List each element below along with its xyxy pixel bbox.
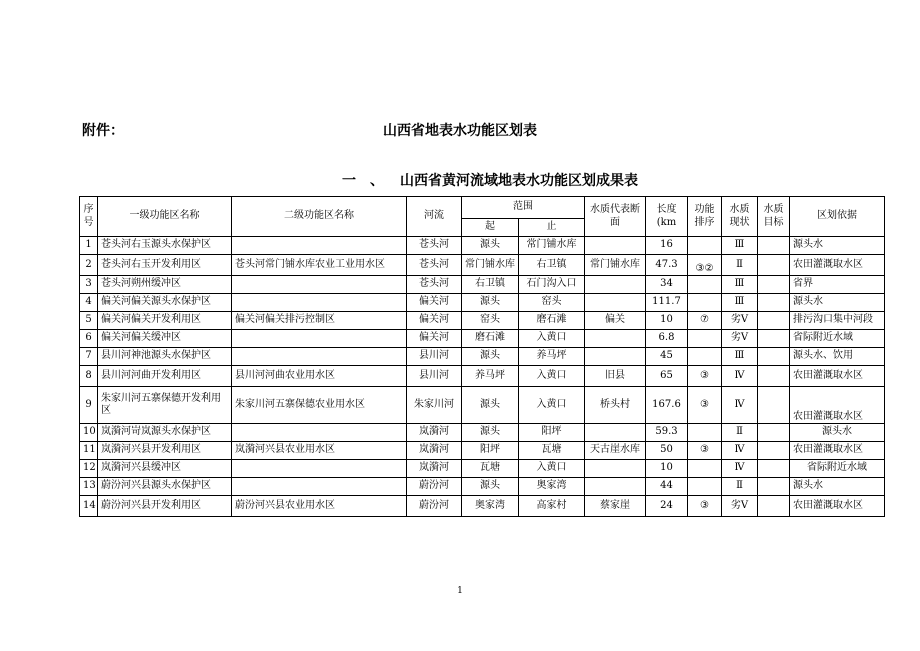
cell-order xyxy=(688,237,722,255)
cell-length: 50 xyxy=(646,442,688,460)
cell-end: 入黄口 xyxy=(519,330,585,348)
cell-level1-zone: 岚漪河兴县开发利用区 xyxy=(98,442,232,460)
cell-order xyxy=(688,276,722,294)
cell-target xyxy=(758,460,790,478)
cell-seq: 6 xyxy=(80,330,98,348)
cell-end: 高家村 xyxy=(519,496,585,517)
cell-start: 奥家湾 xyxy=(462,496,519,517)
cell-level1-zone: 岚漪河兴县缓冲区 xyxy=(98,460,232,478)
cell-order xyxy=(688,330,722,348)
cell-order xyxy=(688,294,722,312)
cell-target xyxy=(758,312,790,330)
cell-end: 入黄口 xyxy=(519,460,585,478)
cell-basis: 省际附近水域 xyxy=(790,460,885,478)
cell-order: ③ xyxy=(688,387,722,424)
cell-target xyxy=(758,442,790,460)
cell-river: 岚漪河 xyxy=(407,460,462,478)
cell-basis: 省际附近水域 xyxy=(790,330,885,348)
table-row xyxy=(80,312,885,330)
cell-level1-zone: 偏关河偏关缓冲区 xyxy=(98,330,232,348)
cell-level2-zone xyxy=(232,424,407,442)
header-basis: 区划依据 xyxy=(790,197,885,237)
cell-level1-zone: 岚漪河岢岚源头水保护区 xyxy=(98,424,232,442)
section-title xyxy=(250,170,730,190)
cell-level1-zone: 苍头河右玉开发利用区 xyxy=(98,255,232,276)
cell-section xyxy=(585,237,646,255)
cell-start: 养马坪 xyxy=(462,366,519,387)
cell-order xyxy=(688,478,722,496)
cell-start: 瓦塘 xyxy=(462,460,519,478)
table-row xyxy=(80,276,885,294)
cell-seq: 1 xyxy=(80,237,98,255)
cell-river: 偏关河 xyxy=(407,294,462,312)
cell-target xyxy=(758,294,790,312)
cell-section xyxy=(585,478,646,496)
cell-length: 65 xyxy=(646,366,688,387)
cell-length: 59.3 xyxy=(646,424,688,442)
header-start: 起 xyxy=(462,219,519,237)
cell-status: Ⅱ xyxy=(722,255,758,276)
cell-length: 24 xyxy=(646,496,688,517)
table-header xyxy=(80,197,885,237)
table-row xyxy=(80,366,885,387)
cell-level2-zone xyxy=(232,348,407,366)
cell-length: 16 xyxy=(646,237,688,255)
cell-level2-zone: 县川河河曲农业用水区 xyxy=(232,366,407,387)
cell-order: ⑦ xyxy=(688,312,722,330)
cell-length: 10 xyxy=(646,460,688,478)
cell-target xyxy=(758,237,790,255)
cell-target xyxy=(758,330,790,348)
cell-seq: 3 xyxy=(80,276,98,294)
cell-length: 111.7 xyxy=(646,294,688,312)
water-function-zone-table xyxy=(79,196,885,517)
cell-river: 苍头河 xyxy=(407,255,462,276)
cell-level2-zone: 苍头河常门铺水库农业工业用水区 xyxy=(232,255,407,276)
table-row xyxy=(80,237,885,255)
table-row xyxy=(80,424,885,442)
table-row xyxy=(80,496,885,517)
cell-start: 源头 xyxy=(462,348,519,366)
cell-order: ③ xyxy=(688,496,722,517)
cell-level2-zone xyxy=(232,276,407,294)
cell-section: 蔡家崖 xyxy=(585,496,646,517)
cell-level1-zone: 偏关河偏关开发利用区 xyxy=(98,312,232,330)
cell-level2-zone xyxy=(232,460,407,478)
cell-length: 45 xyxy=(646,348,688,366)
cell-basis: 农田灌溉取水区 xyxy=(790,366,885,387)
cell-level1-zone: 县川河河曲开发利用区 xyxy=(98,366,232,387)
cell-basis: 农田灌溉取水区 xyxy=(790,496,885,517)
cell-length: 10 xyxy=(646,312,688,330)
document-title: 山西省地表水功能区划表 xyxy=(383,123,537,139)
cell-length: 44 xyxy=(646,478,688,496)
cell-basis: 排污沟口集中河段 xyxy=(790,312,885,330)
cell-seq: 7 xyxy=(80,348,98,366)
cell-length: 6.8 xyxy=(646,330,688,348)
cell-length: 167.6 xyxy=(646,387,688,424)
cell-basis: 农田灌溉取水区 xyxy=(790,442,885,460)
cell-status: Ⅲ xyxy=(722,237,758,255)
cell-end: 入黄口 xyxy=(519,366,585,387)
cell-level1-zone: 苍头河朔州缓冲区 xyxy=(98,276,232,294)
cell-status: 劣Ⅴ xyxy=(722,496,758,517)
cell-target xyxy=(758,387,790,424)
cell-start: 窑头 xyxy=(462,312,519,330)
header-range: 范围 xyxy=(462,197,585,219)
cell-seq: 5 xyxy=(80,312,98,330)
cell-order: ③② xyxy=(688,255,722,276)
cell-section xyxy=(585,330,646,348)
table-row xyxy=(80,294,885,312)
table-body xyxy=(80,237,885,517)
cell-end: 石门沟入口 xyxy=(519,276,585,294)
cell-status: Ⅳ xyxy=(722,366,758,387)
cell-seq: 13 xyxy=(80,478,98,496)
header-end: 止 xyxy=(519,219,585,237)
cell-end: 养马坪 xyxy=(519,348,585,366)
cell-start: 阳坪 xyxy=(462,442,519,460)
cell-end: 奥家湾 xyxy=(519,478,585,496)
section-title-text: 山西省黄河流域地表水功能区划成果表 xyxy=(400,173,638,189)
cell-end: 常门铺水库 xyxy=(519,237,585,255)
cell-basis: 省界 xyxy=(790,276,885,294)
cell-section xyxy=(585,294,646,312)
cell-target xyxy=(758,496,790,517)
cell-river: 偏关河 xyxy=(407,312,462,330)
cell-start: 源头 xyxy=(462,424,519,442)
cell-status: 劣Ⅴ xyxy=(722,312,758,330)
cell-river: 偏关河 xyxy=(407,330,462,348)
cell-end: 窑头 xyxy=(519,294,585,312)
page-number: 1 xyxy=(457,586,463,596)
cell-seq: 2 xyxy=(80,255,98,276)
cell-river: 苍头河 xyxy=(407,237,462,255)
cell-start: 常门铺水库 xyxy=(462,255,519,276)
cell-level1-zone: 朱家川河五寨保德开发利用区 xyxy=(98,387,232,424)
cell-section: 旧县 xyxy=(585,366,646,387)
cell-order xyxy=(688,460,722,478)
cell-level2-zone xyxy=(232,478,407,496)
cell-section: 偏关 xyxy=(585,312,646,330)
cell-status: Ⅱ xyxy=(722,424,758,442)
cell-order: ③ xyxy=(688,442,722,460)
cell-basis: 农田灌溉取水区 xyxy=(790,255,885,276)
header-order: 功能排序 xyxy=(688,197,722,237)
cell-start: 源头 xyxy=(462,237,519,255)
cell-seq: 9 xyxy=(80,387,98,424)
cell-river: 蔚汾河 xyxy=(407,496,462,517)
cell-start: 源头 xyxy=(462,294,519,312)
cell-level2-zone: 蔚汾河兴县农业用水区 xyxy=(232,496,407,517)
cell-river: 岚漪河 xyxy=(407,424,462,442)
cell-river: 县川河 xyxy=(407,348,462,366)
table-row xyxy=(80,442,885,460)
cell-section: 天古崖水库 xyxy=(585,442,646,460)
cell-target xyxy=(758,366,790,387)
cell-basis: 源头水 xyxy=(790,424,885,442)
cell-level1-zone: 偏关河偏关源头水保护区 xyxy=(98,294,232,312)
cell-status: Ⅳ xyxy=(722,387,758,424)
cell-target xyxy=(758,348,790,366)
attachment-label: 附件： xyxy=(82,123,124,139)
cell-level1-zone: 县川河神池源头水保护区 xyxy=(98,348,232,366)
cell-length: 34 xyxy=(646,276,688,294)
cell-status: Ⅳ xyxy=(722,442,758,460)
cell-start: 源头 xyxy=(462,478,519,496)
table-row xyxy=(80,330,885,348)
header-target: 水质目标 xyxy=(758,197,790,237)
cell-river: 苍头河 xyxy=(407,276,462,294)
cell-status: Ⅲ xyxy=(722,348,758,366)
cell-section xyxy=(585,424,646,442)
table-row xyxy=(80,387,885,424)
header-level1-zone: 一级功能区名称 xyxy=(98,197,232,237)
header-river: 河流 xyxy=(407,197,462,237)
section-separator: 、 xyxy=(370,173,384,189)
cell-basis: 源头水 xyxy=(790,237,885,255)
cell-section xyxy=(585,348,646,366)
cell-river: 朱家川河 xyxy=(407,387,462,424)
cell-level2-zone xyxy=(232,237,407,255)
cell-order: ③ xyxy=(688,366,722,387)
cell-target xyxy=(758,424,790,442)
cell-status: Ⅳ xyxy=(722,460,758,478)
cell-start: 磨石滩 xyxy=(462,330,519,348)
cell-section: 桥头村 xyxy=(585,387,646,424)
header-length: 长度(km xyxy=(646,197,688,237)
cell-end: 入黄口 xyxy=(519,387,585,424)
cell-seq: 12 xyxy=(80,460,98,478)
table-row xyxy=(80,348,885,366)
cell-basis: 源头水、饮用 xyxy=(790,348,885,366)
cell-level2-zone: 偏关河偏关排污控制区 xyxy=(232,312,407,330)
cell-level1-zone: 蔚汾河兴县开发利用区 xyxy=(98,496,232,517)
cell-level2-zone: 岚漪河兴县农业用水区 xyxy=(232,442,407,460)
section-number: 一 xyxy=(342,173,356,189)
cell-status: 劣Ⅴ xyxy=(722,330,758,348)
cell-basis: 源头水 xyxy=(790,478,885,496)
cell-section xyxy=(585,460,646,478)
cell-section: 常门铺水库 xyxy=(585,255,646,276)
cell-river: 县川河 xyxy=(407,366,462,387)
cell-status: Ⅲ xyxy=(722,294,758,312)
cell-target xyxy=(758,276,790,294)
cell-seq: 4 xyxy=(80,294,98,312)
header-seq: 序号 xyxy=(80,197,98,237)
cell-target xyxy=(758,255,790,276)
cell-level1-zone: 蔚汾河兴县源头水保护区 xyxy=(98,478,232,496)
table-row xyxy=(80,255,885,276)
header-level2-zone: 二级功能区名称 xyxy=(232,197,407,237)
cell-level2-zone xyxy=(232,330,407,348)
cell-seq: 14 xyxy=(80,496,98,517)
cell-length: 47.3 xyxy=(646,255,688,276)
cell-end: 右卫镇 xyxy=(519,255,585,276)
cell-order xyxy=(688,424,722,442)
cell-seq: 11 xyxy=(80,442,98,460)
cell-level2-zone xyxy=(232,294,407,312)
cell-basis: 源头水 xyxy=(790,294,885,312)
header-status: 水质现状 xyxy=(722,197,758,237)
cell-seq: 8 xyxy=(80,366,98,387)
cell-river: 岚漪河 xyxy=(407,442,462,460)
cell-start: 源头 xyxy=(462,387,519,424)
cell-order xyxy=(688,348,722,366)
table-row xyxy=(80,478,885,496)
cell-level1-zone: 苍头河右玉源头水保护区 xyxy=(98,237,232,255)
cell-end: 阳坪 xyxy=(519,424,585,442)
table-row xyxy=(80,460,885,478)
cell-target xyxy=(758,478,790,496)
cell-section xyxy=(585,276,646,294)
cell-start: 右卫镇 xyxy=(462,276,519,294)
cell-status: Ⅱ xyxy=(722,478,758,496)
cell-end: 瓦塘 xyxy=(519,442,585,460)
cell-level2-zone: 朱家川河五寨保德农业用水区 xyxy=(232,387,407,424)
header-section: 水质代表断面 xyxy=(585,197,646,237)
cell-end: 磨石滩 xyxy=(519,312,585,330)
cell-status: Ⅲ xyxy=(722,276,758,294)
cell-basis: 农田灌溉取水区 xyxy=(790,387,885,424)
cell-river: 蔚汾河 xyxy=(407,478,462,496)
cell-seq: 10 xyxy=(80,424,98,442)
